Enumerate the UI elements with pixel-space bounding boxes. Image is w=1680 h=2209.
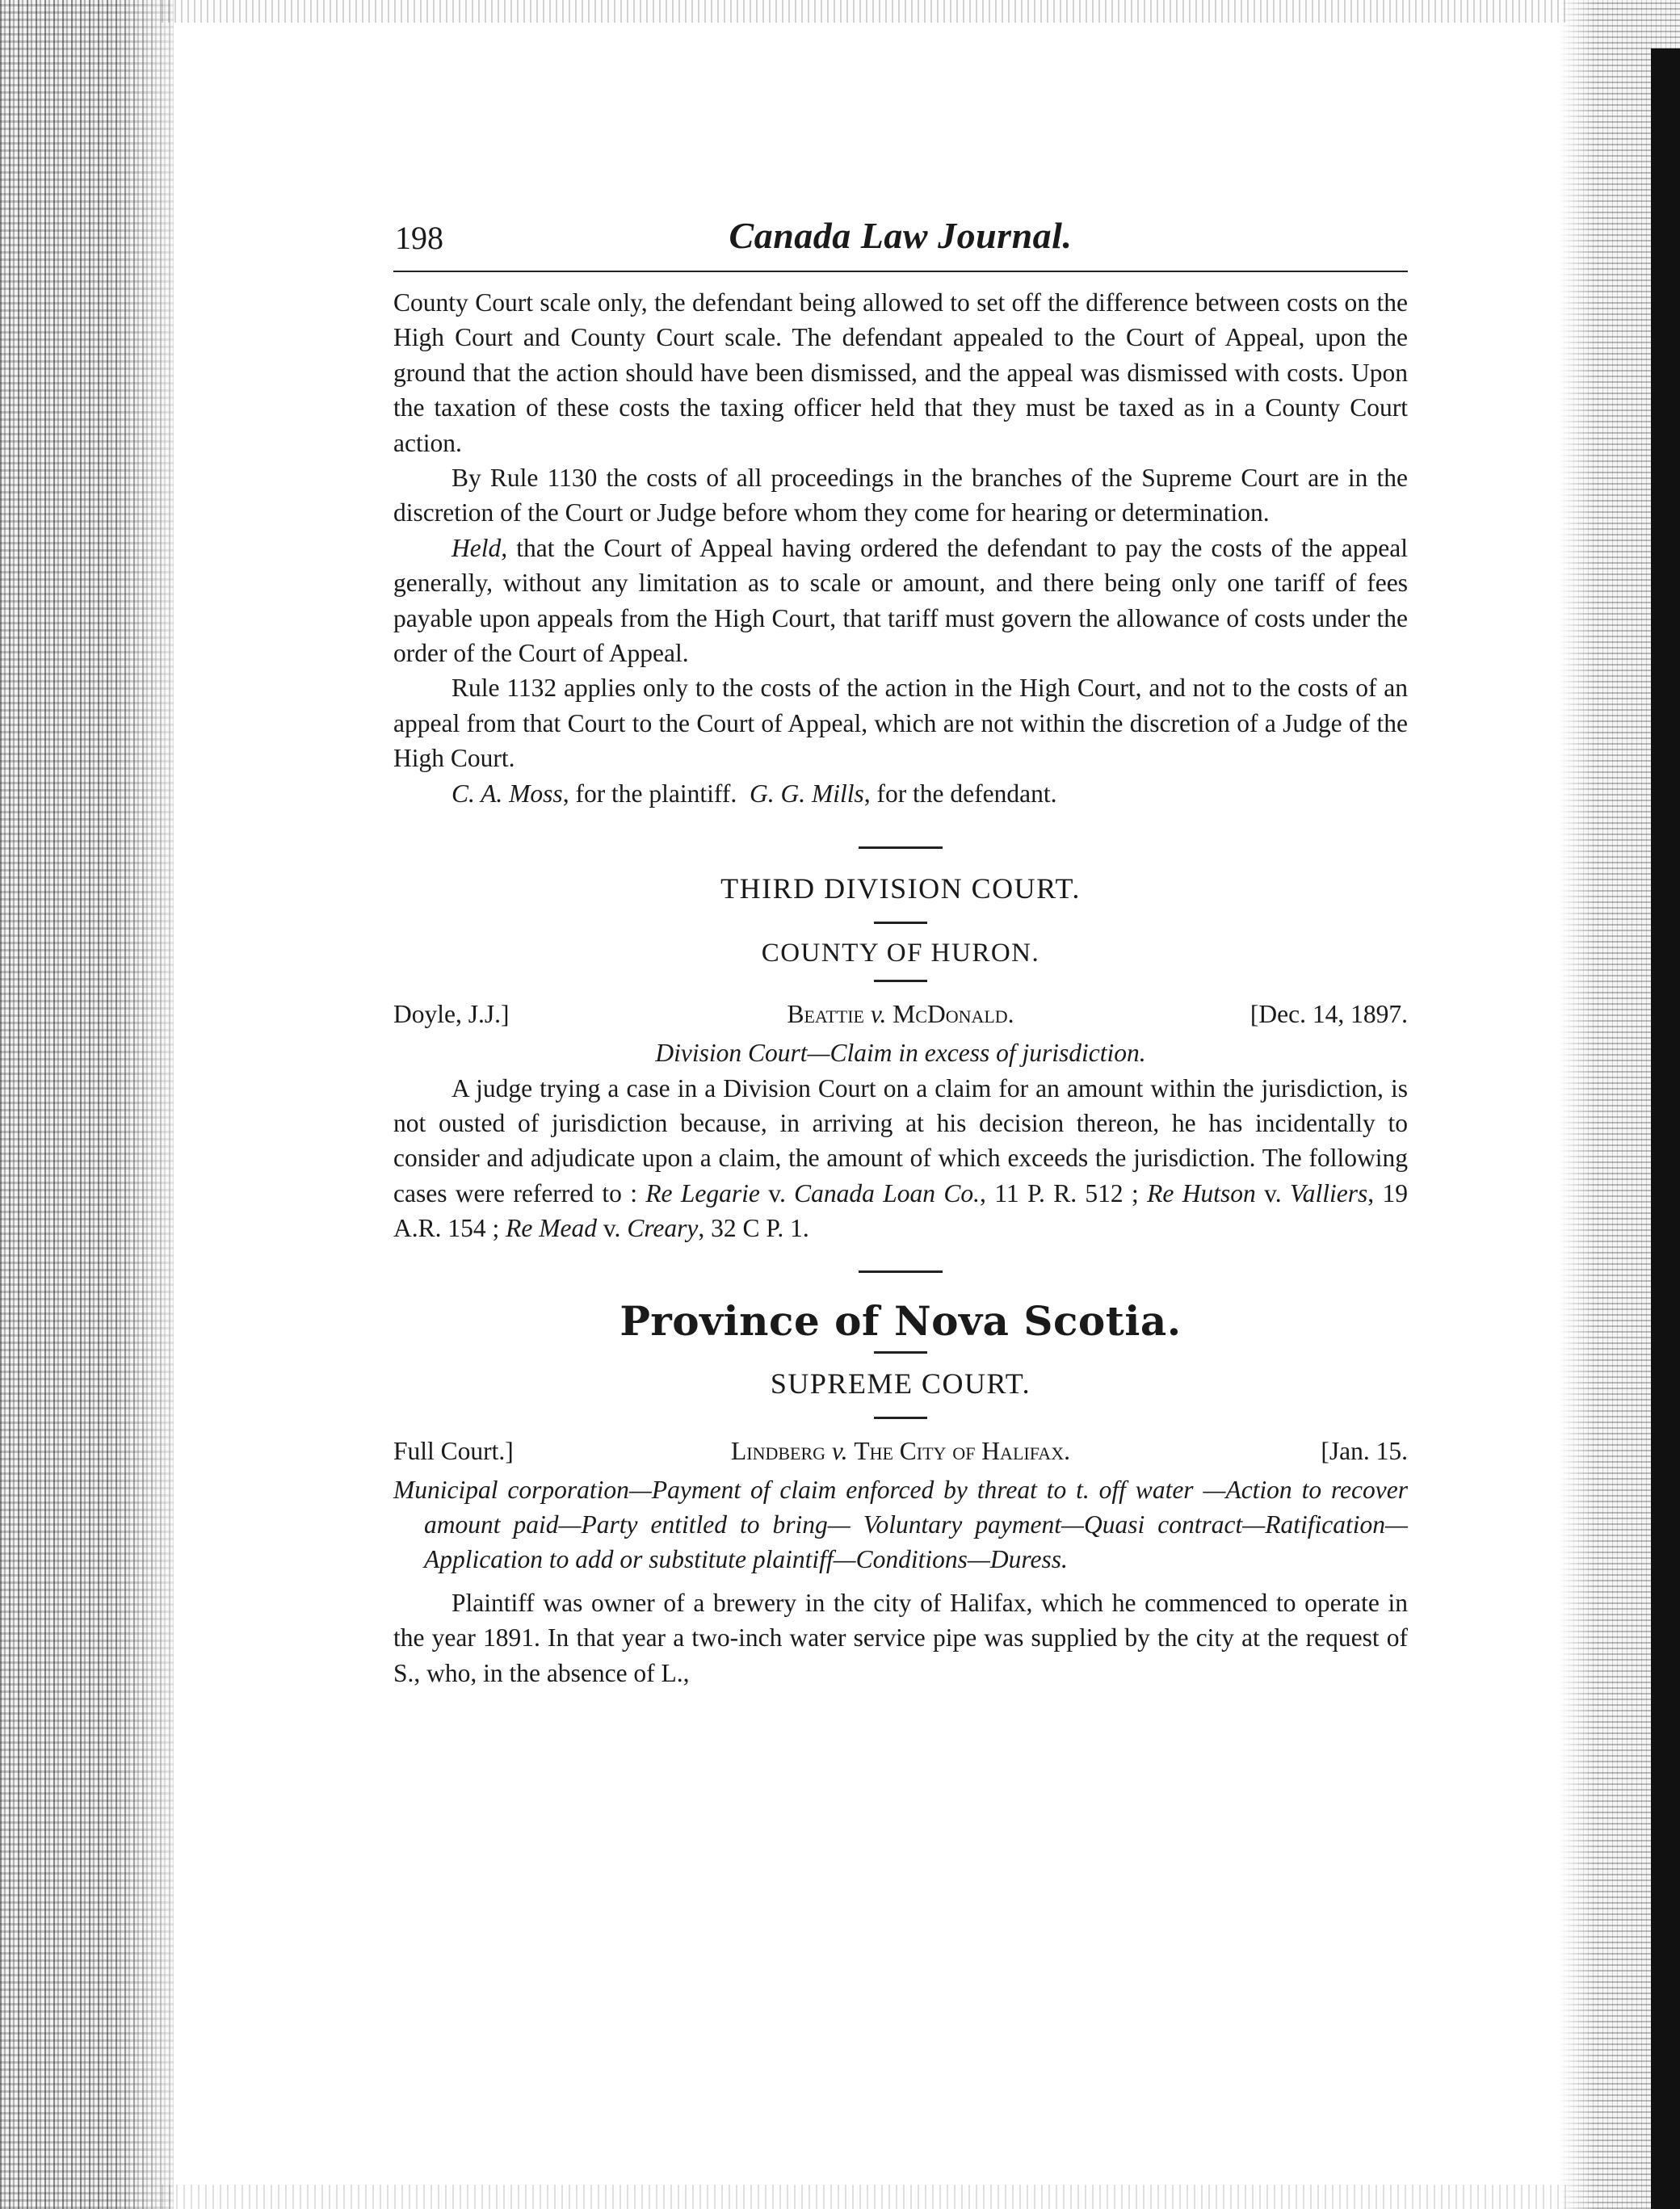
case-date: [Jan. 15. xyxy=(1321,1436,1408,1465)
paragraph-continuation: County Court scale only, the defendant being allowed to set off the difference between costs on the High Court and County Court scale. The defendant appealed to the Court of Appeal, upon the ground that the action should have been dismissed, and the appeal was dismissed with costs. Upon the taxation of these costs the taxing officer held that they must be taxed as in a County Court action. xyxy=(393,288,1408,457)
case-defendant: McDonald. xyxy=(892,1000,1014,1029)
province-heading: Province of Nova Scotia. xyxy=(620,1296,1182,1345)
judge-name: Full Court.] xyxy=(393,1436,514,1465)
scan-edge-right-shadow xyxy=(1651,48,1680,2209)
case-caption-lindberg xyxy=(393,1437,1408,1472)
counsel-line xyxy=(393,776,1408,811)
citation-versus: v. xyxy=(596,1214,628,1243)
headnote: Municipal corporation—Payment of claim enforced by threat to t. off water —Action to recover amount paid—Party entitled to bring— Voluntary payment—Quasi contract—Ratification—Application to add or substitute plaintiff—Conditions—Duress. xyxy=(393,1475,1408,1574)
citation-reference: , 19 A.R. 154 ; xyxy=(393,1178,1409,1243)
held-text: that the Court of Appeal having ordered the defendant to pay the costs of the appeal generally, without any limitation as to scale or amount, and there being only one tariff of fees payable upon appeals from the High Court, that tariff must govern the allowance of costs under the order of the Court of Appeal. xyxy=(393,533,1408,668)
section-costs-case xyxy=(393,285,1408,811)
case-date: [Dec. 14, 1897. xyxy=(1250,1000,1408,1029)
citation-name: Canada Loan Co. xyxy=(794,1178,981,1207)
scan-edge-top xyxy=(162,0,1567,23)
citation-name: Re Hutson xyxy=(1147,1178,1256,1207)
scan-edge-left-fade xyxy=(113,0,210,2209)
citation-name: Valliers xyxy=(1290,1178,1368,1207)
paragraph-rule-1132: Rule 1132 applies only to the costs of the action in the High Court, and not to the costs of an appeal from that Court to the Court of Appeal, which are not within the discretion of a Judge of the High Court. xyxy=(393,674,1408,773)
plaintiff-counsel: C. A. Moss xyxy=(452,779,563,808)
paragraph-judgment xyxy=(393,1071,1408,1246)
citation-name: Re Legarie xyxy=(645,1178,760,1207)
citation-reference: , 32 C P. 1. xyxy=(698,1214,809,1243)
paragraph-held xyxy=(393,531,1408,671)
journal-title: Canada Law Journal. xyxy=(729,215,1073,256)
headnote: Division Court—Claim in excess of jurisdiction. xyxy=(655,1039,1146,1068)
citation-name: Re Mead xyxy=(506,1214,597,1243)
court-heading-supreme: SUPREME COURT. xyxy=(770,1367,1031,1400)
section-beattie-body xyxy=(393,1071,1408,1246)
citation-reference: , 11 P. R. 512 ; xyxy=(980,1178,1148,1207)
section-lindberg-body xyxy=(393,1585,1408,1690)
paragraph-facts: Plaintiff was owner of a brewery in the city of Halifax, which he commenced to operate in the year 1891. In that year a two-inch water service pipe was supplied by the city at the request of S., who, in the absence of L., xyxy=(393,1588,1408,1687)
scan-edge-bottom xyxy=(162,2185,1567,2209)
case-plaintiff: Beattie xyxy=(787,1000,864,1029)
citation-versus: v. xyxy=(1255,1178,1291,1207)
case-name xyxy=(393,1437,1408,1466)
page-number: 198 xyxy=(395,220,443,256)
citation-name: Creary xyxy=(627,1214,699,1243)
judgment-text: A judge trying a case in a Division Court on a claim for an amount within the jurisdiction, is not ousted of jurisdiction because, in arriving at his decision thereon, he has incidentally to consider and adjudicate upon a claim, the amount of which exceeds the jurisdiction. The following cases were referred to : xyxy=(393,1073,1408,1207)
citation-versus: v. xyxy=(759,1178,795,1207)
case-plaintiff: Lindberg xyxy=(731,1436,826,1465)
county-heading: COUNTY OF HURON. xyxy=(761,939,1040,968)
case-versus: v. xyxy=(825,1436,855,1465)
paragraph-rule-1130: By Rule 1130 the costs of all proceedings in the branches of the Supreme Court are in the discretion of the Court or Judge before whom they come for hearing or determination. xyxy=(393,464,1408,527)
held-lead: Held, xyxy=(452,533,508,562)
defendant-counsel: G. G. Mills xyxy=(749,779,864,808)
journal-page xyxy=(393,214,1408,1690)
defendant-counsel-role: , for the defendant. xyxy=(863,779,1057,808)
case-versus: v. xyxy=(863,1000,893,1029)
judge-name: Doyle, J.J.] xyxy=(393,1000,510,1029)
running-head xyxy=(393,214,1408,272)
case-defendant: The City of Halifax. xyxy=(854,1436,1070,1465)
plaintiff-counsel-role: , for the plaintiff. xyxy=(562,779,737,808)
court-heading-third-division: THIRD DIVISION COURT. xyxy=(720,872,1081,905)
case-caption-beattie xyxy=(393,1000,1408,1035)
